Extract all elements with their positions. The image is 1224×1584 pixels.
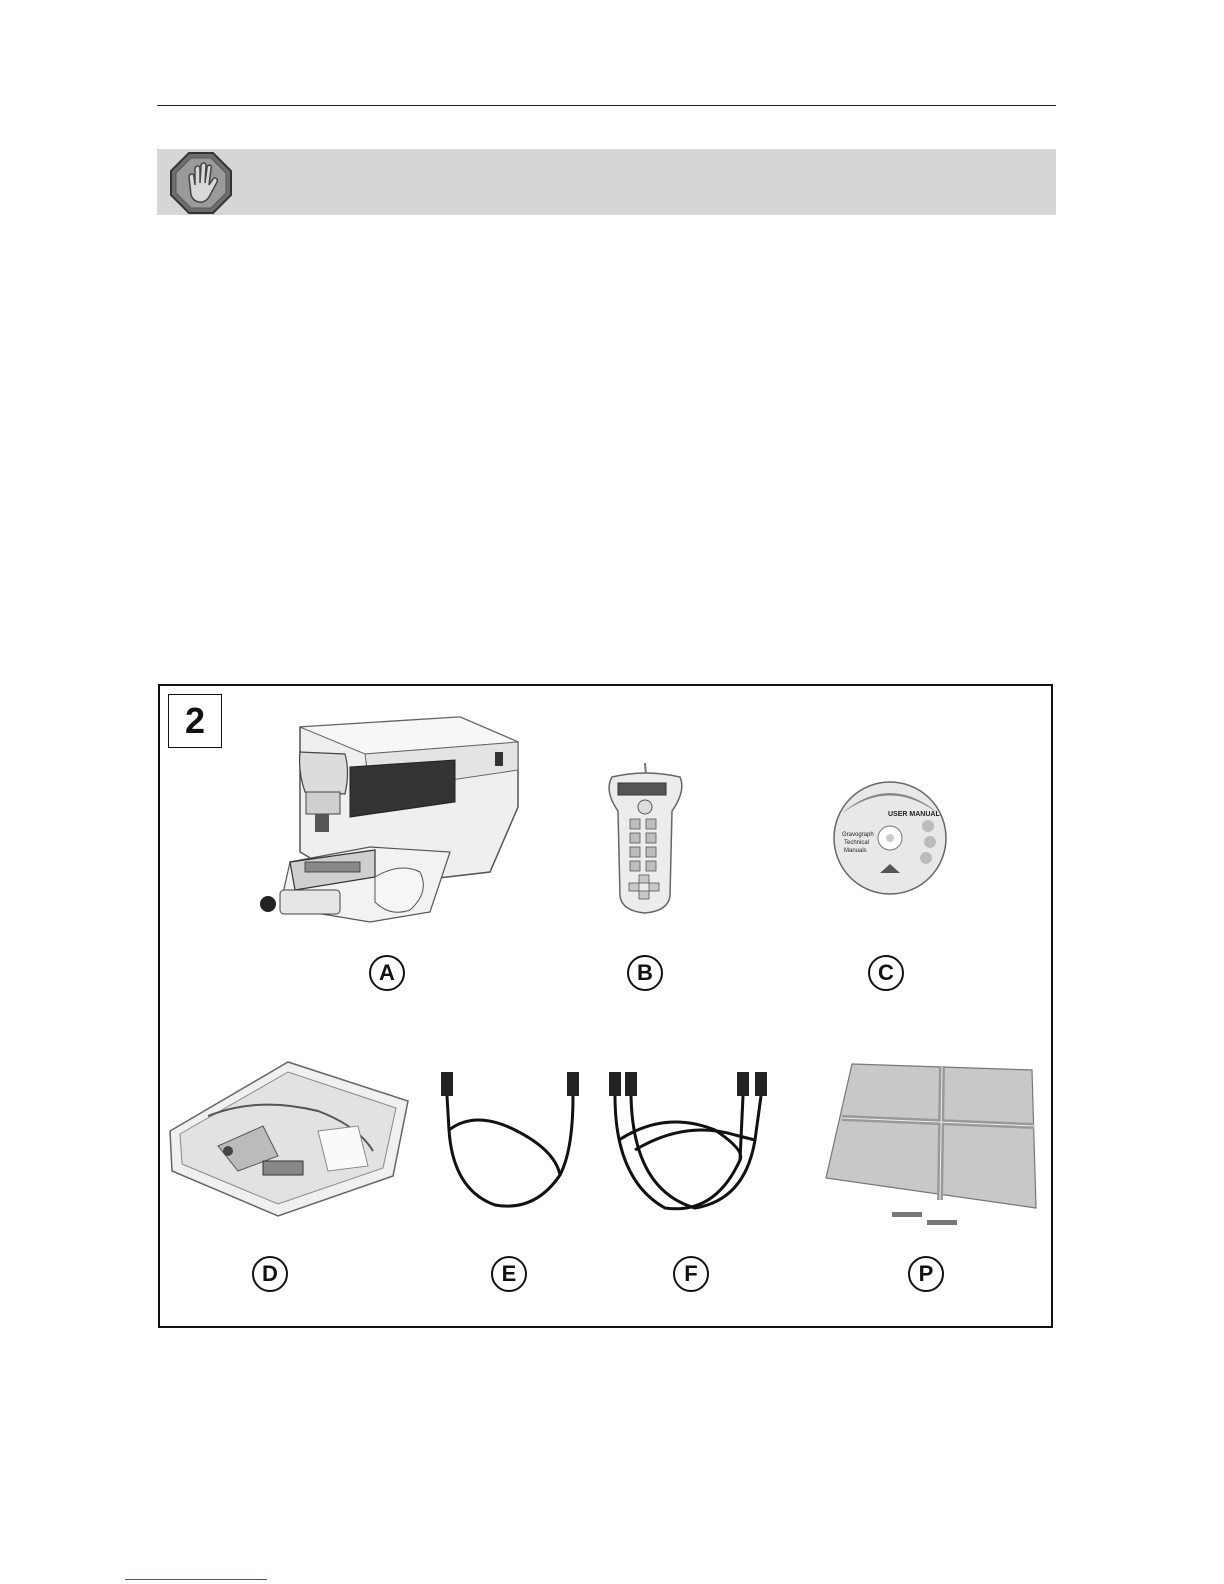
footer-link-underline[interactable] <box>125 1579 267 1580</box>
cd-title: USER MANUAL <box>888 811 940 818</box>
cd-text-line: Gravograph <box>842 832 874 838</box>
template-plate-illustration <box>822 1060 1040 1235</box>
label-p: P <box>908 1256 944 1292</box>
header-rule <box>157 105 1056 106</box>
label-e: E <box>491 1256 527 1292</box>
figure-number: 2 <box>168 694 222 748</box>
stop-hand-icon <box>169 151 233 215</box>
accessory-tray-illustration <box>168 1056 413 1221</box>
label-d: D <box>252 1256 288 1292</box>
double-cable-illustration <box>605 1070 775 1220</box>
label-f: F <box>673 1256 709 1292</box>
cd-text-line: Manuals <box>844 848 867 854</box>
cd-disc-illustration <box>830 778 950 898</box>
engraving-machine-illustration <box>250 712 530 942</box>
cd-text-line: Technical <box>844 840 870 846</box>
handheld-controller-illustration <box>600 761 690 921</box>
label-c: C <box>868 955 904 991</box>
single-cable-illustration <box>435 1070 585 1215</box>
label-b: B <box>627 955 663 991</box>
warning-banner <box>157 149 1056 215</box>
label-a: A <box>369 955 405 991</box>
figure-2-panel <box>158 684 1053 1328</box>
